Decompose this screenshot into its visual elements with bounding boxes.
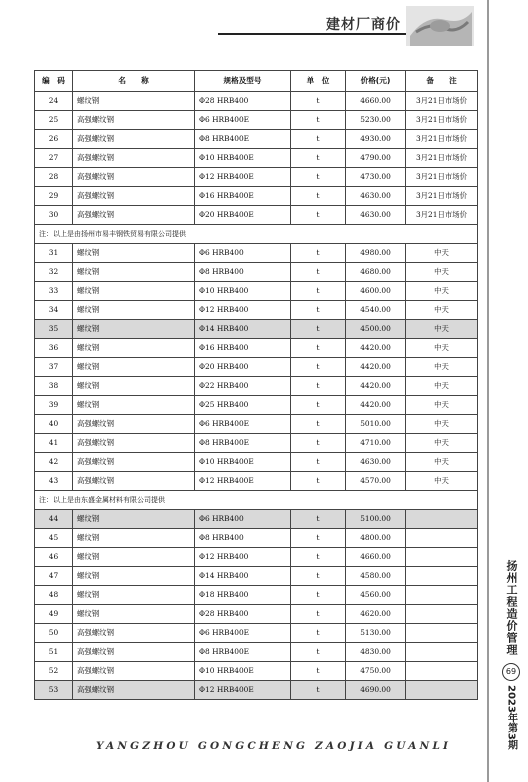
cell-code: 30 [35,206,73,225]
cell-spec: Φ8 HRB400 [195,529,291,548]
table-row [35,510,478,529]
cell-price: 4710.00 [346,434,406,453]
cell-price: 4930.00 [346,130,406,149]
cell-price: 4800.00 [346,529,406,548]
cell-price: 4560.00 [346,586,406,605]
cell-note [406,586,478,605]
cell-note [406,510,478,529]
cell-note: 中天 [406,415,478,434]
journal-title: 扬州工程造价管理 [505,560,518,656]
cell-code: 41 [35,434,73,453]
cell-price: 4500.00 [346,320,406,339]
cell-note: 中天 [406,282,478,301]
cell-code: 37 [35,358,73,377]
cell-code: 25 [35,111,73,130]
cell-name: 高强螺纹钢 [73,681,195,700]
cell-unit: t [291,510,346,529]
cell-code: 42 [35,453,73,472]
cell-code: 29 [35,187,73,206]
cell-name: 螺纹钢 [73,320,195,339]
cell-note [406,529,478,548]
cell-note: 3月21日市场价 [406,187,478,206]
cell-code: 51 [35,643,73,662]
cell-name: 高强螺纹钢 [73,187,195,206]
table-row [35,111,478,130]
cell-note: 中天 [406,358,478,377]
cell-note: 3月21日市场价 [406,130,478,149]
cell-note [406,643,478,662]
cell-price: 4830.00 [346,643,406,662]
supplier-note: 注：以上是由扬州市易丰钢铁贸易有限公司提供 [35,225,478,244]
cell-price: 5130.00 [346,624,406,643]
cell-note: 中天 [406,263,478,282]
cell-price: 4420.00 [346,377,406,396]
cell-unit: t [291,149,346,168]
cell-spec: Φ10 HRB400E [195,149,291,168]
cell-code: 46 [35,548,73,567]
cell-price: 4660.00 [346,92,406,111]
cell-price: 4630.00 [346,187,406,206]
table-row [35,605,478,624]
cell-spec: Φ14 HRB400 [195,567,291,586]
cell-spec: Φ6 HRB400 [195,244,291,263]
cell-name: 螺纹钢 [73,339,195,358]
cell-name: 螺纹钢 [73,263,195,282]
cell-note: 中天 [406,301,478,320]
cell-price: 4620.00 [346,605,406,624]
column-header-name: 名 称 [73,71,195,92]
cell-unit: t [291,396,346,415]
cell-code: 26 [35,130,73,149]
cell-spec: Φ12 HRB400E [195,681,291,700]
section-title: 建材厂商价 [326,17,401,33]
cell-unit: t [291,263,346,282]
cell-name: 高强螺纹钢 [73,130,195,149]
cell-code: 47 [35,567,73,586]
cell-price: 4420.00 [346,358,406,377]
cell-name: 高强螺纹钢 [73,434,195,453]
cell-code: 31 [35,244,73,263]
cell-unit: t [291,301,346,320]
cell-name: 螺纹钢 [73,586,195,605]
cell-name: 螺纹钢 [73,567,195,586]
cell-note: 3月21日市场价 [406,168,478,187]
cell-note: 中天 [406,320,478,339]
cell-unit: t [291,567,346,586]
cell-unit: t [291,206,346,225]
table-note-row [35,491,478,510]
cell-note [406,624,478,643]
cell-price: 4630.00 [346,206,406,225]
cell-spec: Φ14 HRB400 [195,320,291,339]
cell-note: 中天 [406,377,478,396]
cell-note: 中天 [406,453,478,472]
cell-unit: t [291,339,346,358]
table-row [35,339,478,358]
cell-unit: t [291,358,346,377]
table-row [35,681,478,700]
cell-unit: t [291,168,346,187]
cell-name: 螺纹钢 [73,358,195,377]
cell-price: 4790.00 [346,149,406,168]
cell-note: 3月21日市场价 [406,111,478,130]
table-row [35,643,478,662]
cell-spec: Φ16 HRB400E [195,187,291,206]
cell-code: 38 [35,377,73,396]
cell-price: 4540.00 [346,301,406,320]
table-row [35,282,478,301]
table-row [35,472,478,491]
cell-price: 5230.00 [346,111,406,130]
column-header-price: 价格(元) [346,71,406,92]
table-row [35,187,478,206]
issue-label: 2023年第3期 [505,685,517,750]
cell-name: 高强螺纹钢 [73,624,195,643]
supplier-note: 注：以上是由东盛金属材料有限公司提供 [35,491,478,510]
table-row [35,168,478,187]
cell-spec: Φ8 HRB400E [195,643,291,662]
cell-unit: t [291,529,346,548]
cell-price: 4660.00 [346,548,406,567]
cell-code: 43 [35,472,73,491]
cell-unit: t [291,548,346,567]
table-body [35,92,478,700]
page-number: 69 [502,663,520,681]
cell-code: 44 [35,510,73,529]
cell-spec: Φ10 HRB400 [195,282,291,301]
cell-spec: Φ6 HRB400E [195,624,291,643]
cell-unit: t [291,111,346,130]
cell-unit: t [291,130,346,149]
cell-unit: t [291,92,346,111]
cell-note: 3月21日市场价 [406,149,478,168]
cell-spec: Φ6 HRB400 [195,510,291,529]
cell-unit: t [291,586,346,605]
cell-price: 4420.00 [346,339,406,358]
cell-name: 螺纹钢 [73,529,195,548]
cell-unit: t [291,434,346,453]
cell-spec: Φ20 HRB400E [195,206,291,225]
sidebar [498,560,524,753]
column-header-code: 编 码 [35,71,73,92]
cell-code: 27 [35,149,73,168]
cell-name: 高强螺纹钢 [73,643,195,662]
cell-price: 4600.00 [346,282,406,301]
column-header-spec: 规格及型号 [195,71,291,92]
cell-code: 34 [35,301,73,320]
cell-note: 中天 [406,472,478,491]
cell-code: 52 [35,662,73,681]
cell-code: 39 [35,396,73,415]
cell-price: 4580.00 [346,567,406,586]
cell-spec: Φ8 HRB400E [195,130,291,149]
cell-note: 中天 [406,339,478,358]
cell-spec: Φ12 HRB400 [195,301,291,320]
cell-price: 5010.00 [346,415,406,434]
cell-unit: t [291,624,346,643]
cell-name: 高强螺纹钢 [73,206,195,225]
table-row [35,301,478,320]
cell-unit: t [291,605,346,624]
table-row [35,149,478,168]
cell-spec: Φ25 HRB400 [195,396,291,415]
cell-spec: Φ16 HRB400 [195,339,291,358]
table-row [35,567,478,586]
cell-name: 高强螺纹钢 [73,472,195,491]
cell-name: 螺纹钢 [73,244,195,263]
cell-name: 螺纹钢 [73,510,195,529]
column-header-unit: 单 位 [291,71,346,92]
cell-name: 螺纹钢 [73,605,195,624]
cell-price: 4730.00 [346,168,406,187]
cell-unit: t [291,187,346,206]
cell-name: 高强螺纹钢 [73,662,195,681]
table-row [35,244,478,263]
cell-spec: Φ6 HRB400E [195,111,291,130]
price-table [34,70,478,700]
cell-code: 48 [35,586,73,605]
cell-price: 5100.00 [346,510,406,529]
cell-spec: Φ28 HRB400 [195,605,291,624]
cell-note [406,548,478,567]
cell-code: 24 [35,92,73,111]
table-row [35,320,478,339]
table-row [35,206,478,225]
table-row [35,130,478,149]
right-margin-rule [487,0,489,782]
cell-note [406,681,478,700]
table-row [35,377,478,396]
cell-unit: t [291,244,346,263]
cell-code: 45 [35,529,73,548]
cell-price: 4570.00 [346,472,406,491]
cell-unit: t [291,377,346,396]
cell-name: 螺纹钢 [73,301,195,320]
table-row [35,434,478,453]
cell-unit: t [291,320,346,339]
cell-name: 高强螺纹钢 [73,453,195,472]
cell-name: 螺纹钢 [73,396,195,415]
cell-spec: Φ12 HRB400E [195,168,291,187]
cell-spec: Φ22 HRB400 [195,377,291,396]
cell-spec: Φ10 HRB400E [195,453,291,472]
cell-name: 高强螺纹钢 [73,168,195,187]
cell-price: 4690.00 [346,681,406,700]
table-row [35,396,478,415]
handshake-illustration [406,6,474,46]
cell-code: 33 [35,282,73,301]
cell-unit: t [291,415,346,434]
cell-spec: Φ28 HRB400 [195,92,291,111]
cell-name: 高强螺纹钢 [73,111,195,130]
cell-spec: Φ10 HRB400E [195,662,291,681]
cell-spec: Φ6 HRB400E [195,415,291,434]
table-row [35,415,478,434]
cell-name: 螺纹钢 [73,282,195,301]
cell-unit: t [291,662,346,681]
table-row [35,453,478,472]
table-row [35,92,478,111]
column-header-note: 备 注 [406,71,478,92]
cell-note [406,605,478,624]
cell-code: 50 [35,624,73,643]
cell-note: 3月21日市场价 [406,206,478,225]
cell-price: 4420.00 [346,396,406,415]
cell-spec: Φ20 HRB400 [195,358,291,377]
cell-price: 4630.00 [346,453,406,472]
cell-unit: t [291,472,346,491]
cell-code: 28 [35,168,73,187]
cell-price: 4750.00 [346,662,406,681]
table-note-row [35,225,478,244]
cell-name: 螺纹钢 [73,92,195,111]
cell-code: 40 [35,415,73,434]
cell-name: 螺纹钢 [73,377,195,396]
cell-note: 中天 [406,434,478,453]
table-row [35,662,478,681]
cell-spec: Φ12 HRB400 [195,548,291,567]
cell-unit: t [291,453,346,472]
cell-note [406,662,478,681]
table-row [35,529,478,548]
cell-price: 4980.00 [346,244,406,263]
cell-name: 高强螺纹钢 [73,415,195,434]
cell-note [406,567,478,586]
cell-unit: t [291,643,346,662]
cell-note: 中天 [406,244,478,263]
cell-unit: t [291,282,346,301]
cell-unit: t [291,681,346,700]
cell-spec: Φ8 HRB400E [195,434,291,453]
table-row [35,263,478,282]
cell-code: 36 [35,339,73,358]
cell-note: 中天 [406,396,478,415]
cell-name: 螺纹钢 [73,548,195,567]
cell-spec: Φ8 HRB400 [195,263,291,282]
footer-text: YANGZHOU GONGCHENG ZAOJIA GUANLI [96,740,452,752]
cell-note: 3月21日市场价 [406,92,478,111]
table-header-row [35,71,478,92]
cell-code: 53 [35,681,73,700]
table-row [35,358,478,377]
cell-price: 4680.00 [346,263,406,282]
cell-code: 49 [35,605,73,624]
cell-spec: Φ18 HRB400 [195,586,291,605]
table-row [35,624,478,643]
table-row [35,548,478,567]
cell-code: 32 [35,263,73,282]
cell-code: 35 [35,320,73,339]
cell-name: 高强螺纹钢 [73,149,195,168]
cell-spec: Φ12 HRB400E [195,472,291,491]
table-row [35,586,478,605]
